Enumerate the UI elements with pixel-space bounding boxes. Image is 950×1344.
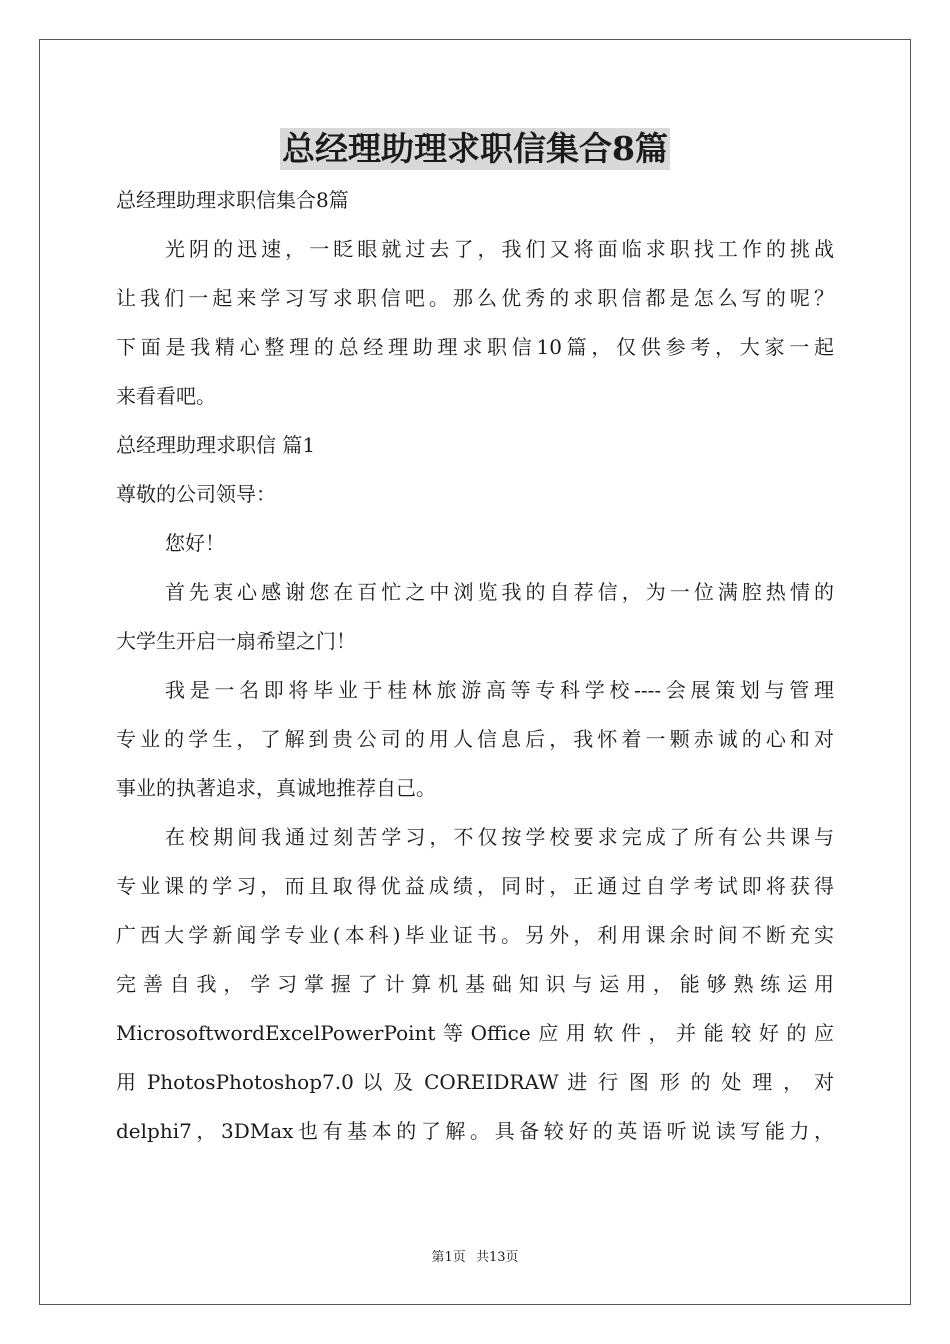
text-line: 事业的执著追求，真诚地推荐自己。 — [116, 776, 436, 800]
text-line: 光阴的迅速，一眨眼就过去了，我们又将面临求职找工作的挑战 — [165, 237, 834, 261]
text-line: 尊敬的公司领导： — [116, 482, 276, 506]
text-line: 用 PhotosPhotoshop7.0 以 及 COREIDRAW 进 行 图 形 的 处 理 ， 对 — [116, 1070, 834, 1094]
text-line: 下面是我精心整理的总经理助理求职信10篇，仅供参考，大家一起 — [116, 335, 834, 359]
page-number: 第1页 — [431, 1250, 466, 1265]
text-line: MicrosoftwordExcelPowerPoint等Office应用软件，并能较好的应 — [116, 1021, 834, 1045]
text-line: 专业的学生，了解到贵公司的用人信息后，我怀着一颗赤诚的心和对 — [116, 727, 834, 751]
text-line: 我是一名即将毕业于桂林旅游高等专科学校----会展策划与管理 — [165, 678, 834, 702]
document-body — [116, 176, 834, 1156]
page-footer — [0, 1246, 950, 1265]
text-line: 让我们一起来学习写求职信吧。那么优秀的求职信都是怎么写的呢？ — [116, 286, 834, 310]
text-line: 首先衷心感谢您在百忙之中浏览我的自荐信，为一位满腔热情的 — [165, 580, 834, 604]
text-line: 大学生开启一扇希望之门！ — [116, 629, 356, 653]
text-line: 广西大学新闻学专业(本科)毕业证书。另外，利用课余时间不断充实 — [116, 923, 834, 947]
text-line: 在校期间我通过刻苦学习，不仅按学校要求完成了所有公共课与 — [165, 825, 834, 849]
text-line: 专业课的学习，而且取得优益成绩，同时，正通过自学考试即将获得 — [116, 874, 834, 898]
text-line: 完善自我，学习掌握了计算机基础知识与运用，能够熟练运用 — [116, 972, 834, 996]
text-line: 您好！ — [165, 531, 225, 555]
text-line: 总经理助理求职信 篇1 — [116, 433, 316, 457]
page-total: 共13页 — [475, 1250, 519, 1265]
text-line: 来看看吧。 — [116, 384, 216, 408]
text-line: delphi7，3DMax也有基本的了解。具备较好的英语听说读写能力， — [116, 1119, 834, 1143]
title-container — [0, 128, 950, 170]
document-title: 总经理助理求职信集合8篇 — [282, 129, 668, 168]
text-line: 总经理助理求职信集合8篇 — [116, 188, 349, 212]
